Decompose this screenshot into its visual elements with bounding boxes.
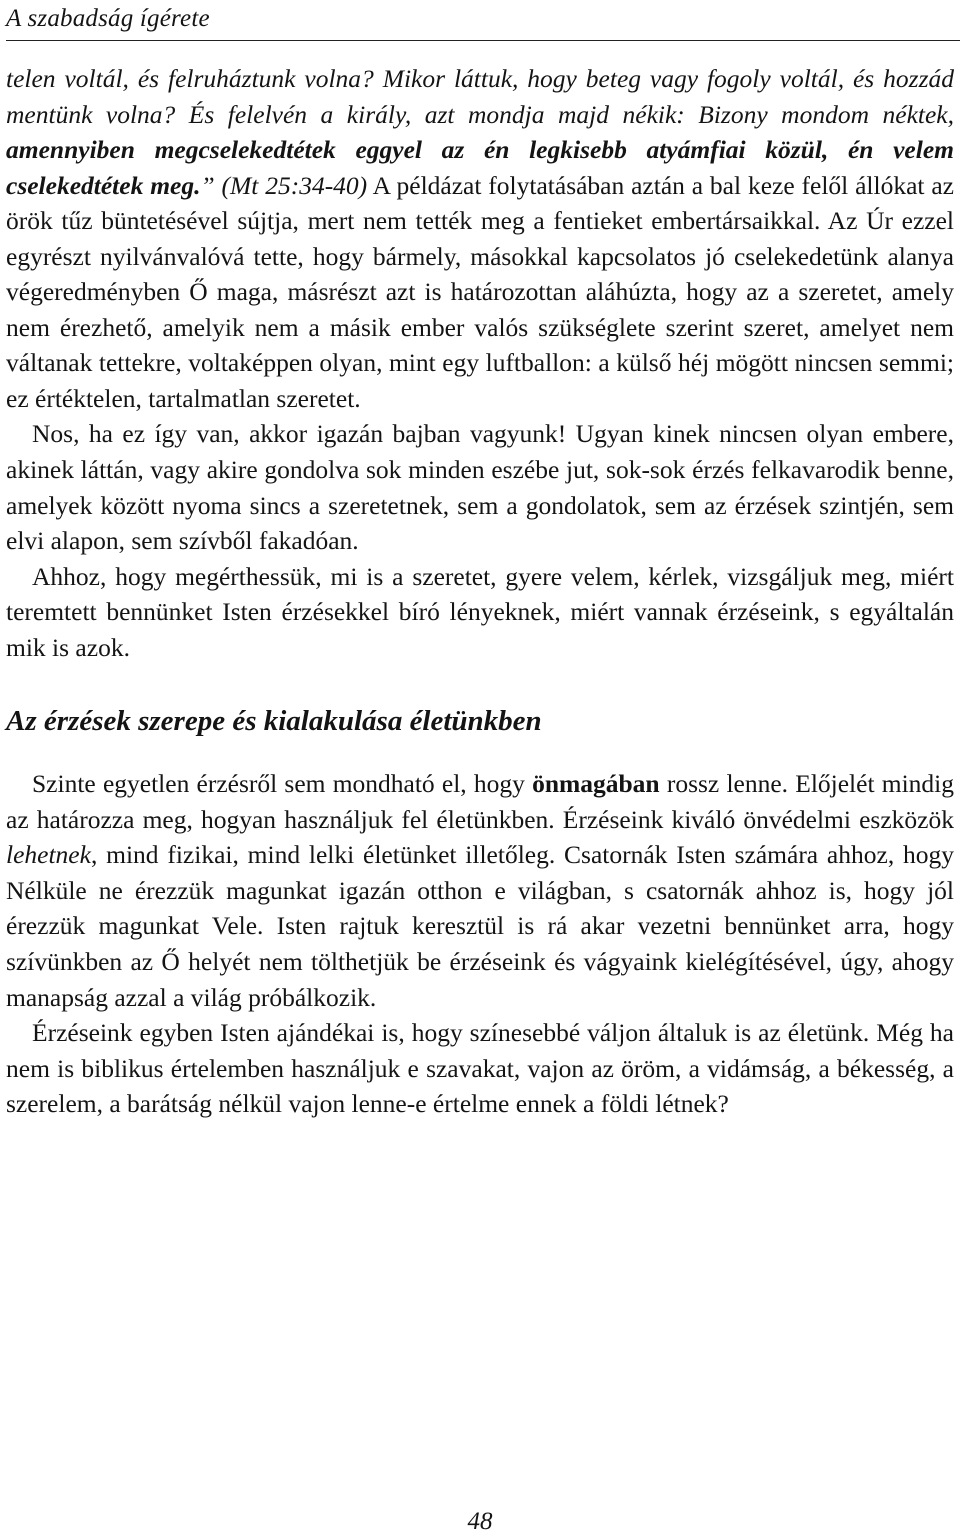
bible-citation: ” (Mt 25:34-40) xyxy=(200,170,368,200)
running-head-title: A szabadság ígérete xyxy=(6,5,210,32)
paragraph-4-part-3: , mind fizikai, mind lelki életünket illetőleg. Csatornák Isten számára ahhoz, hogy Nélküle ne érezzük magunkat igazán otthon e világban, s csatornák ahhoz is, hogy jól érezzük magunkat Vele. Isten rajtuk keresztül is rá akar vezetni bennünket arra, hogy szívünkben az Ő helyét nem tölthetjük be érzéseink és vágyaink kielégítésével, úgy, ahogy manapság azzal a világ próbálkozik. xyxy=(6,840,954,1012)
paragraph-3: Ahhoz, hogy megérthessük, mi is a szeretet, gyere velem, kérlek, vizsgáljuk meg, miért teremtett bennünket Isten érzésekkel bíró lényeknek, miért vannak érzéseink, s egyáltalán mik is azok. xyxy=(6,561,954,662)
running-head xyxy=(6,2,960,41)
quote-italic: telen voltál, és felruháztunk volna? Mikor láttuk, hogy beteg vagy fogoly voltál, és hozzád mentünk volna? És felelvén a király, azt mondja majd nékik: Bizony mondom néktek, xyxy=(6,64,954,129)
paragraph-4-bold: önmagában xyxy=(532,769,660,799)
quote-bold-italic: amennyiben megcselekedtétek eggyel az én legkisebb atyámfiai közül, én velem cselekedtétek meg. xyxy=(6,135,954,200)
paragraph-2: Nos, ha ez így van, akkor igazán bajban vagyunk! Ugyan kinek nincsen olyan embere, akinek láttán, vagy akire gondolva sok minden eszébe jut, sok-sok érzés felkavarodik benne, amelyek között nyoma sincs a szeretetnek, sem a gondolatok, sem az érzések szintjén, sem elvi alapon, sem szívből fakadóan. xyxy=(6,419,954,556)
paragraph-4 xyxy=(6,766,954,1015)
paragraph-4-part-2: rossz lenne. Előjelét mindig az határozza meg, hogyan használjuk fel életünkben. Érzéseink kiváló önvédelmi eszközök xyxy=(6,769,954,834)
body-text xyxy=(6,61,954,1122)
paragraph-5: Érzéseink egyben Isten ajándékai is, hogy színesebbé váljon általuk is az életünk. Még ha nem is biblikus értelemben használjuk e szavakat, vajon az öröm, a vidámság, a békesség, a szerelem, a barátság nélkül vajon lenne-e értelme ennek a földi létnek? xyxy=(6,1018,954,1119)
page-number: 48 xyxy=(467,1508,493,1535)
paragraph-4-part-1: Szinte egyetlen érzésről sem mondható el, hogy xyxy=(32,769,533,799)
paragraph-quote-continuation xyxy=(6,61,954,416)
paragraph-4-italic: lehetnek xyxy=(6,840,91,870)
paragraph-1-text: A példázat folytatásában aztán a bal keze felől állókat az örök tűz büntetésével sújtja, mert nem tették meg a fentieket embertársaikkal. Az Úr ezzel egyrészt nyilvánvalóvá tette, hogy bármely, másokkal kapcsolatos jó cselekedetünk alanya végeredményben Ő maga, másrészt azt is határozottan aláhúzta, hogy az a szeretet, amely nem érezhető, amelyik nem a másik ember valós szükséglete szerint szeret, amelyet nem váltanak tettekre, voltaképpen olyan, mint egy luftballon: a külső héj mögött nincsen semmi; ez értéktelen, tartalmatlan szeretet. xyxy=(6,170,954,413)
section-heading: Az érzések szerepe és kialakulása életünkben xyxy=(6,705,542,738)
